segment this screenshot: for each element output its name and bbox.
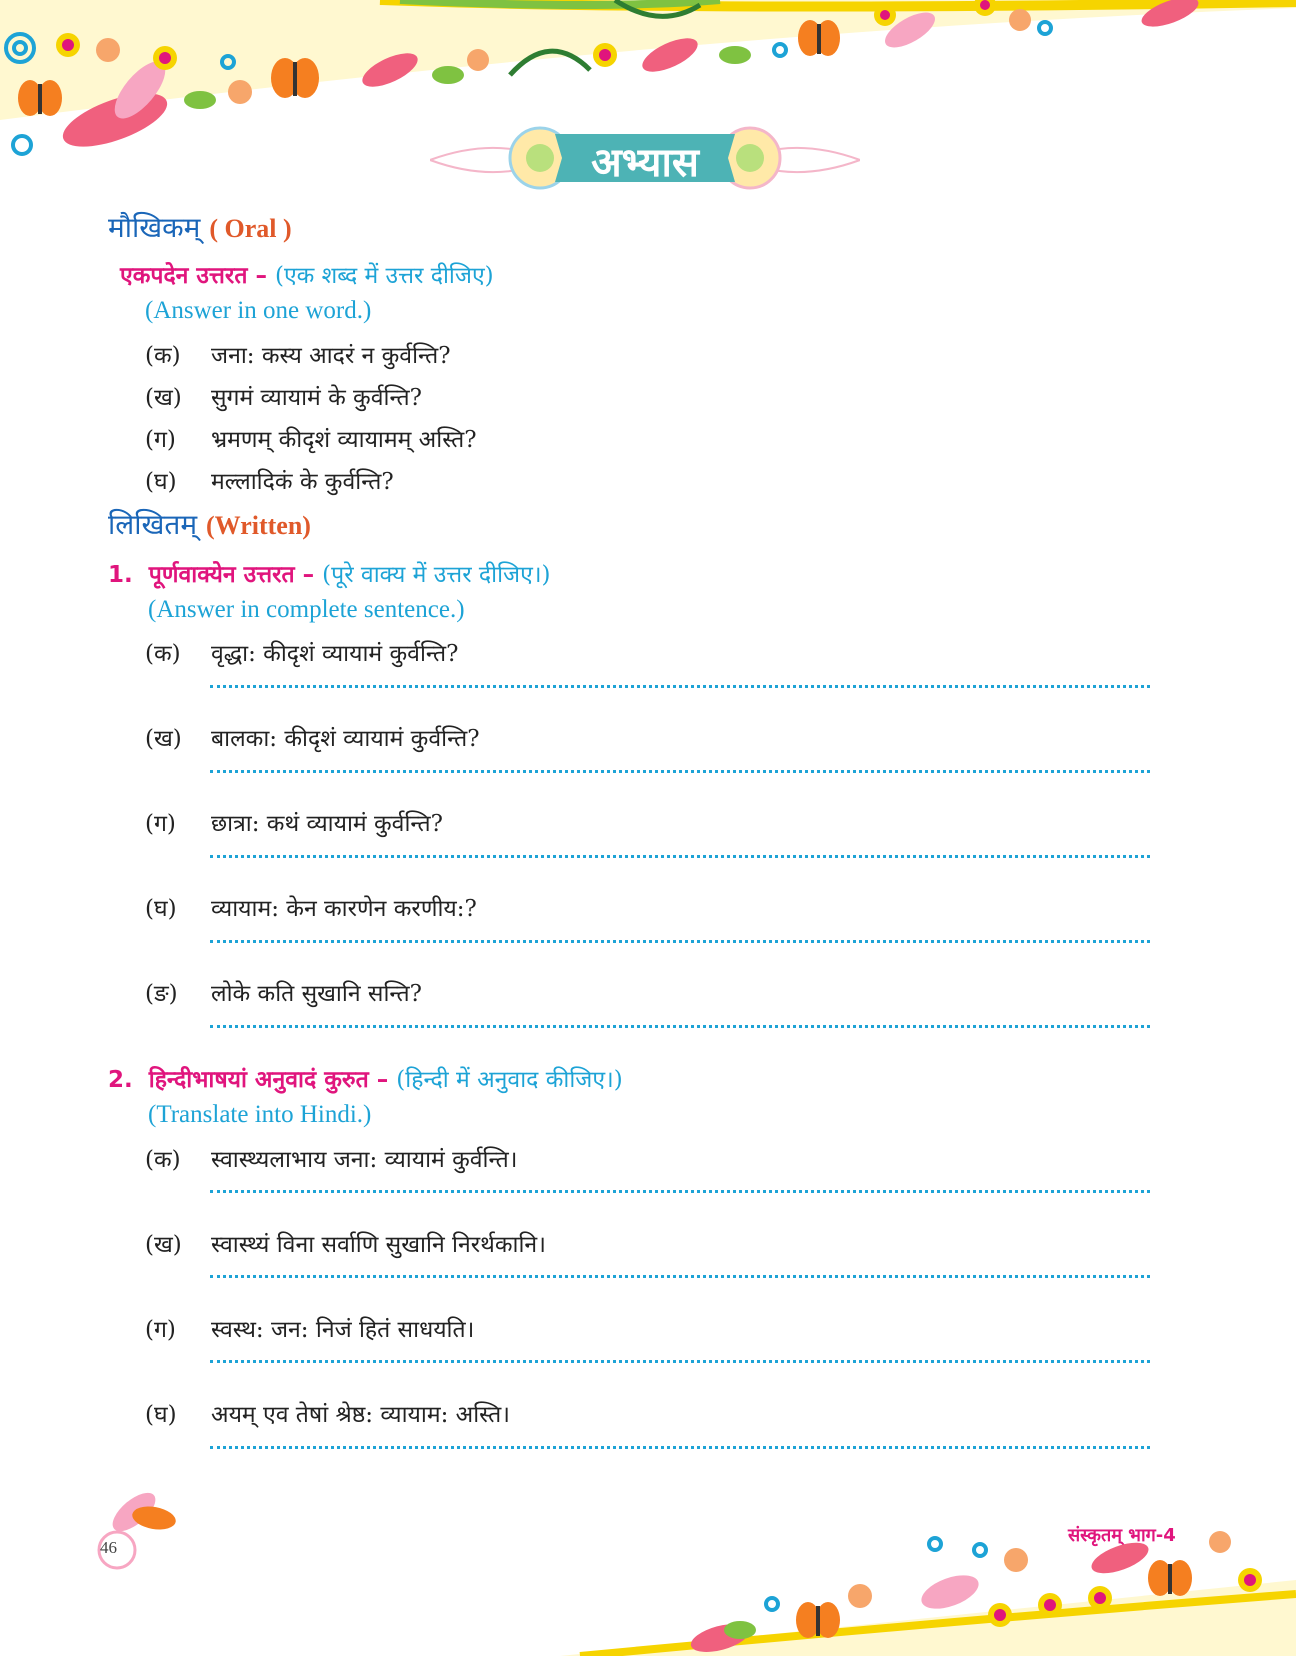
q1-number: 1.: [108, 562, 133, 588]
item-text: अयम् एव तेषां श्रेष्ठ: व्यायाम: अस्ति।: [211, 1402, 510, 1428]
written-heading-en: (Written): [206, 511, 311, 540]
oral-instruction-en: (Answer in one word.): [145, 297, 372, 324]
butterfly-icon: [271, 58, 319, 98]
answer-line[interactable]: [210, 1025, 1150, 1028]
item-label: (ग): [145, 811, 176, 837]
written-heading: [108, 505, 311, 543]
item-label: (ग): [145, 1317, 176, 1343]
q2-item: [145, 1142, 517, 1174]
q1-item: [145, 976, 422, 1008]
leaf-icon: [724, 1621, 756, 1639]
question-label: (ख): [145, 385, 182, 411]
page-number: 46: [100, 1538, 117, 1557]
answer-line[interactable]: [210, 770, 1150, 773]
item-label: (घ): [145, 1402, 177, 1428]
butterfly-icon: [1148, 1560, 1192, 1596]
question-text: जना: कस्य आदरं न कुर्वन्ति?: [211, 343, 451, 369]
footer-book-title: संस्कृतम् भाग-4: [1068, 1525, 1176, 1546]
oral-question: [145, 422, 477, 454]
written-heading-text: लिखितम्: [108, 508, 198, 541]
title-banner: [430, 118, 860, 202]
oral-instruction: [120, 258, 494, 290]
q1-item: [145, 721, 480, 753]
answer-line[interactable]: [210, 685, 1150, 688]
butterfly-icon: [18, 80, 62, 116]
q2-instruction-en: (Translate into Hindi.): [148, 1101, 372, 1128]
q1-instruction-hi: (पूरे वाक्य में उत्तर दीजिए।): [322, 562, 551, 588]
bottom-floral-border: [560, 1520, 1296, 1656]
answer-line[interactable]: [210, 855, 1150, 858]
q1-instruction-en: (Answer in complete sentence.): [148, 596, 465, 623]
item-label: (घ): [145, 896, 177, 922]
q2-item: [145, 1227, 546, 1259]
item-text: व्यायाम: केन कारणेन करणीय:?: [211, 896, 477, 922]
question-label: (ग): [145, 427, 176, 453]
answer-line[interactable]: [210, 1190, 1150, 1193]
q1-instruction-text: पूर्णवाक्येन उत्तरत –: [148, 562, 315, 588]
oral-instruction-text: एकपदेन उत्तरत –: [120, 263, 267, 289]
oral-question: [145, 464, 394, 496]
oral-heading: [108, 208, 292, 246]
question-text: सुगमं व्यायामं के कुर्वन्ति?: [211, 385, 422, 411]
q1-item: [145, 806, 443, 838]
item-label: (ख): [145, 1232, 182, 1258]
item-text: स्वास्थ्यलाभाय जना: व्यायामं कुर्वन्ति।: [211, 1147, 518, 1173]
item-label: (ख): [145, 726, 182, 752]
item-text: लोके कति सुखानि सन्ति?: [211, 981, 422, 1007]
oral-instruction-hi: (एक शब्द में उत्तर दीजिए): [274, 263, 494, 289]
butterfly-icon: [798, 20, 840, 56]
oral-heading-en: ( Oral ): [209, 214, 292, 243]
oral-question: [145, 338, 451, 370]
question-text: मल्लादिकं के कुर्वन्ति?: [211, 469, 394, 495]
q2-number: 2.: [108, 1067, 133, 1093]
q1-item: [145, 891, 477, 923]
question-text: भ्रमणम् कीदृशं व्यायामम् अस्ति?: [211, 427, 477, 453]
item-text: स्वस्थ: जन: निजं हितं साधयति।: [211, 1317, 475, 1343]
butterfly-icon: [796, 1602, 840, 1638]
item-label: (क): [145, 641, 181, 667]
page-title: अभ्यास: [591, 139, 699, 186]
q2-item: [145, 1397, 510, 1429]
item-text: वृद्धा: कीदृशं व्यायामं कुर्वन्ति?: [211, 641, 459, 667]
q1-instruction: [108, 557, 551, 589]
oral-question: [145, 380, 422, 412]
answer-line[interactable]: [210, 1446, 1150, 1449]
answer-line[interactable]: [210, 1360, 1150, 1363]
page-number-ornament: [92, 1490, 182, 1570]
answer-line[interactable]: [210, 940, 1150, 943]
q2-instruction: [108, 1062, 623, 1094]
question-label: (क): [145, 343, 181, 369]
item-label: (ङ): [145, 981, 178, 1007]
item-text: स्वास्थ्यं विना सर्वाणि सुखानि निरर्थकानि।: [211, 1232, 546, 1258]
q2-instruction-hi: (हिन्दी में अनुवाद कीजिए।): [396, 1067, 623, 1093]
item-label: (क): [145, 1147, 181, 1173]
oral-heading-text: मौखिकम्: [108, 211, 201, 244]
item-text: छात्रा: कथं व्यायामं कुर्वन्ति?: [211, 811, 443, 837]
answer-line[interactable]: [210, 1275, 1150, 1278]
question-label: (घ): [145, 469, 177, 495]
petal-icon: [917, 1569, 983, 1616]
item-text: बालका: कीदृशं व्यायामं कुर्वन्ति?: [211, 726, 480, 752]
q1-item: [145, 636, 458, 668]
q2-instruction-text: हिन्दीभाषयां अनुवादं कुरुत –: [148, 1067, 389, 1093]
petal-icon: [1088, 1536, 1153, 1579]
q2-item: [145, 1312, 474, 1344]
